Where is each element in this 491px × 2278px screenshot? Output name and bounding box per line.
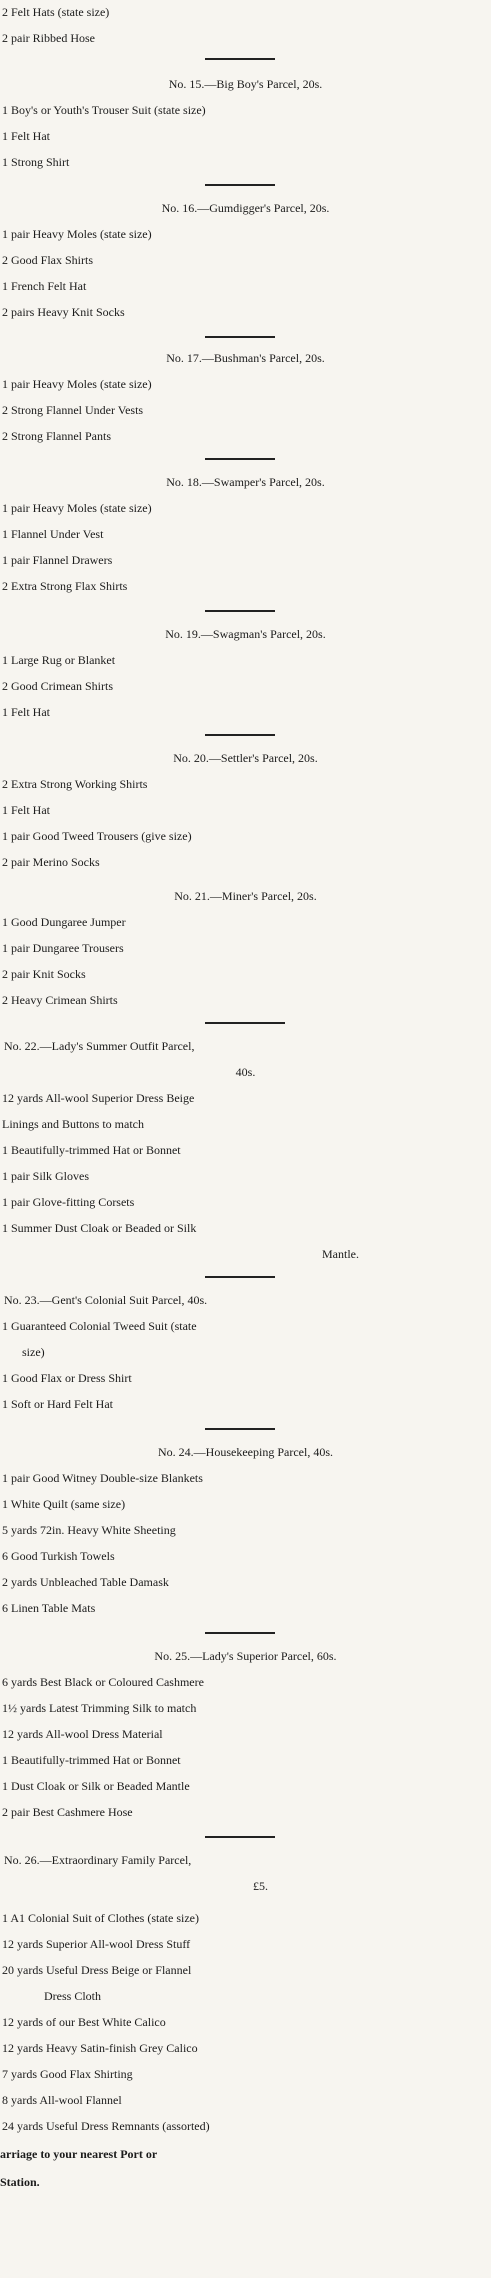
parcel-item: 1 Beautifully-trimmed Hat or Bonnet [2, 1753, 181, 1767]
parcel-item: 1 A1 Colonial Suit of Clothes (state size) [2, 1911, 199, 1925]
parcel-item: 12 yards of our Best White Calico [2, 2015, 166, 2029]
parcel-item: 20 yards Useful Dress Beige or Flannel [2, 1963, 192, 1977]
parcel-heading: No. 17.—Bushman's Parcel, 20s. [166, 351, 325, 365]
divider [205, 336, 275, 338]
parcel-item: 1 Summer Dust Cloak or Beaded or Silk [2, 1221, 197, 1235]
parcel-item: 1 Flannel Under Vest [2, 527, 104, 541]
parcel-item: 1 pair Heavy Moles (state size) [2, 377, 152, 391]
parcel-heading: No. 15.—Big Boy's Parcel, 20s. [168, 77, 323, 91]
parcel-item: 1 Felt Hat [2, 705, 50, 719]
parcel-item: 1 Good Flax or Dress Shirt [2, 1371, 132, 1385]
parcel-item: 2 pairs Heavy Knit Socks [2, 305, 125, 319]
parcel-heading: No. 21.—Miner's Parcel, 20s. [174, 889, 317, 903]
divider [205, 184, 275, 186]
parcel-heading: No. 25.—Lady's Superior Parcel, 60s. [154, 1649, 337, 1663]
parcel-item: 6 yards Best Black or Coloured Cashmere [2, 1675, 204, 1689]
parcel-item: 12 yards All-wool Superior Dress Beige [2, 1091, 195, 1105]
parcel-item: 1 pair Silk Gloves [2, 1169, 89, 1183]
parcel-item: 2 Extra Strong Working Shirts [2, 777, 148, 791]
parcel-heading: No. 22.—Lady's Summer Outfit Parcel, [4, 1039, 195, 1053]
parcel-item: 1 Strong Shirt [2, 155, 70, 169]
parcel-item: 1 White Quilt (same size) [2, 1497, 126, 1511]
parcel-item: 1 Felt Hat [2, 129, 50, 143]
parcel-item: 2 pair Knit Socks [2, 967, 86, 981]
parcel-item: Dress Cloth [44, 1989, 101, 2003]
divider [205, 1428, 275, 1430]
parcel-item: 2 pair Best Cashmere Hose [2, 1805, 133, 1819]
parcel-heading: No. 23.—Gent's Colonial Suit Parcel, 40s. [4, 1293, 208, 1307]
parcel-item: 1 Beautifully-trimmed Hat or Bonnet [2, 1143, 181, 1157]
parcel-item: 2 Extra Strong Flax Shirts [2, 579, 128, 593]
parcel-item: 1 pair Flannel Drawers [2, 553, 113, 567]
parcel-item: 1 pair Good Tweed Trousers (give size) [2, 829, 192, 843]
parcel-heading: No. 19.—Swagman's Parcel, 20s. [165, 627, 326, 641]
parcel-item: size) [22, 1345, 45, 1359]
parcel-item: 2 Strong Flannel Pants [2, 429, 112, 443]
divider [205, 1632, 275, 1634]
parcel-item: 1 pair Good Witney Double-size Blankets [2, 1471, 203, 1485]
parcel-item: 12 yards All-wool Dress Material [2, 1727, 163, 1741]
parcel-item: 1 Good Dungaree Jumper [2, 915, 126, 929]
parcel-item: 6 Good Turkish Towels [2, 1549, 115, 1563]
intro-line: 2 Felt Hats (state size) [2, 5, 110, 19]
parcel-item: 5 yards 72in. Heavy White Sheeting [2, 1523, 176, 1537]
parcel-item-cont: Mantle. [322, 1247, 359, 1261]
parcel-item: 24 yards Useful Dress Remnants (assorted) [2, 2119, 210, 2133]
parcel-item: 1 Guaranteed Colonial Tweed Suit (state [2, 1319, 197, 1333]
parcel-item: 1 Large Rug or Blanket [2, 653, 116, 667]
parcel-item: 2 Strong Flannel Under Vests [2, 403, 144, 417]
divider [205, 610, 275, 612]
parcel-item: 1 pair Heavy Moles (state size) [2, 501, 152, 515]
parcel-item: 1½ yards Latest Trimming Silk to match [2, 1701, 197, 1715]
parcel-item: 6 Linen Table Mats [2, 1601, 96, 1615]
intro-line: 2 pair Ribbed Hose [2, 31, 95, 45]
parcel-heading: No. 20.—Settler's Parcel, 20s. [173, 751, 318, 765]
divider [205, 734, 275, 736]
parcel-heading: No. 26.—Extraordinary Family Parcel, [4, 1853, 192, 1867]
parcel-heading: No. 18.—Swamper's Parcel, 20s. [166, 475, 325, 489]
parcel-heading: No. 24.—Housekeeping Parcel, 40s. [158, 1445, 333, 1459]
footer-line: Station. [0, 2175, 40, 2189]
divider [205, 1836, 275, 1838]
parcel-item: 12 yards Heavy Satin-finish Grey Calico [2, 2041, 198, 2055]
parcel-item: 1 pair Dungaree Trousers [2, 941, 124, 955]
parcel-item: Linings and Buttons to match [2, 1117, 144, 1131]
divider [205, 1022, 285, 1024]
parcel-item: 1 Felt Hat [2, 803, 50, 817]
divider [205, 1276, 275, 1278]
divider [205, 58, 275, 60]
parcel-item: 2 pair Merino Socks [2, 855, 100, 869]
parcel-item: 1 pair Glove-fitting Corsets [2, 1195, 135, 1209]
parcel-item: 2 Good Crimean Shirts [2, 679, 113, 693]
parcel-item: 2 Good Flax Shirts [2, 253, 94, 267]
parcel-heading-cont: £5. [253, 1879, 268, 1893]
parcel-item: 12 yards Superior All-wool Dress Stuff [2, 1937, 191, 1951]
divider [205, 458, 275, 460]
parcel-item: 2 yards Unbleached Table Damask [2, 1575, 169, 1589]
parcel-item: 1 pair Heavy Moles (state size) [2, 227, 152, 241]
parcel-item: 1 Soft or Hard Felt Hat [2, 1397, 113, 1411]
parcel-item: 1 Dust Cloak or Silk or Beaded Mantle [2, 1779, 190, 1793]
parcel-heading-cont: 40s. [235, 1065, 256, 1079]
parcel-item: 1 Boy's or Youth's Trouser Suit (state size) [2, 103, 206, 117]
parcel-item: 1 French Felt Hat [2, 279, 87, 293]
parcel-item: 2 Heavy Crimean Shirts [2, 993, 118, 1007]
footer-line: arriage to your nearest Port or [0, 2147, 158, 2161]
parcel-item: 8 yards All-wool Flannel [2, 2093, 122, 2107]
parcel-heading: No. 16.—Gumdigger's Parcel, 20s. [161, 201, 330, 215]
parcel-item: 7 yards Good Flax Shirting [2, 2067, 133, 2081]
